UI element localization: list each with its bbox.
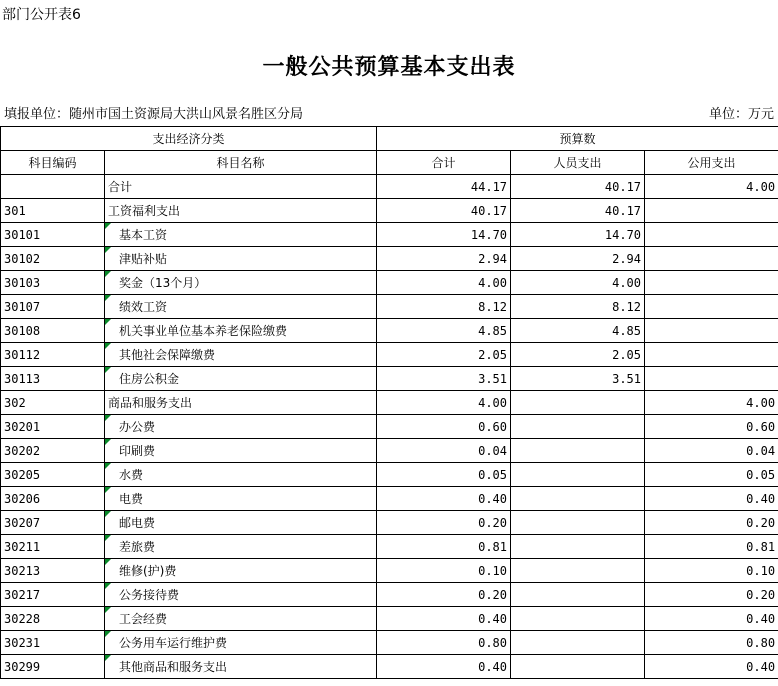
row-public [645, 559, 778, 583]
comment-marker-icon [105, 295, 111, 301]
comment-marker-icon [105, 511, 111, 517]
row-code [1, 319, 105, 343]
row-total-text: 3.51 [478, 371, 508, 386]
row-total [377, 295, 511, 319]
row-name-text: 津贴补贴 [119, 252, 168, 266]
row-total-text: 4.85 [478, 323, 508, 338]
row-name [105, 199, 377, 223]
row-personnel-text: 40.17 [604, 203, 642, 218]
comment-marker-icon [105, 271, 111, 277]
row-public-text: 0.40 [746, 659, 776, 674]
row-public [645, 367, 778, 391]
row-name-text: 商品和服务支出 [108, 396, 193, 410]
header-group-row [1, 127, 778, 151]
row-public [645, 295, 778, 319]
table-row [1, 439, 778, 463]
table-row [1, 535, 778, 559]
row-total-text: 4.00 [478, 275, 508, 290]
table-row [1, 343, 778, 367]
row-public [645, 535, 778, 559]
row-total [377, 487, 511, 511]
row-code-text: 30107 [4, 299, 41, 314]
row-code [1, 247, 105, 271]
row-total [377, 463, 511, 487]
row-total [377, 511, 511, 535]
header-name: 科目名称 [105, 151, 377, 175]
row-name-text: 印刷费 [119, 444, 156, 458]
row-code-text: 30103 [4, 275, 41, 290]
row-personnel [511, 535, 645, 559]
row-total [377, 223, 511, 247]
row-public [645, 583, 778, 607]
row-public-text: 0.40 [746, 491, 776, 506]
comment-marker-icon [105, 583, 111, 589]
table-row [1, 319, 778, 343]
header-economic-classification: 支出经济分类 [1, 127, 377, 151]
table-row [1, 391, 778, 415]
row-personnel [511, 343, 645, 367]
row-code [1, 535, 105, 559]
row-name-text: 住房公积金 [119, 372, 180, 386]
table-row [1, 583, 778, 607]
row-name-text: 奖金（13个月） [119, 276, 207, 290]
row-total-text: 0.40 [478, 491, 508, 506]
row-public-text: 0.80 [746, 635, 776, 650]
row-personnel [511, 391, 645, 415]
budget-table [0, 126, 778, 679]
row-total-text: 2.05 [478, 347, 508, 362]
row-personnel [511, 175, 645, 199]
row-total-text: 0.40 [478, 659, 508, 674]
comment-marker-icon [105, 631, 111, 637]
filler-unit: 填报单位：随州市国土资源局大洪山风景名胜区分局 [4, 107, 304, 122]
header-public: 公用支出 [645, 151, 778, 175]
header-personnel: 人员支出 [511, 151, 645, 175]
table-row [1, 271, 778, 295]
row-code-text: 30112 [4, 347, 41, 362]
row-personnel [511, 295, 645, 319]
row-total-text: 40.17 [470, 203, 508, 218]
row-public-text: 0.81 [746, 539, 776, 554]
table-row [1, 559, 778, 583]
row-name-text: 办公费 [119, 420, 156, 434]
row-public [645, 271, 778, 295]
comment-marker-icon [105, 319, 111, 325]
row-total [377, 199, 511, 223]
header-total: 合计 [377, 151, 511, 175]
row-name [105, 319, 377, 343]
row-code-text: 301 [4, 203, 26, 218]
row-total-text: 0.40 [478, 611, 508, 626]
row-code-text: 30108 [4, 323, 41, 338]
row-code [1, 175, 105, 199]
row-code [1, 487, 105, 511]
table-row [1, 175, 778, 199]
comment-marker-icon [105, 415, 111, 421]
row-personnel [511, 199, 645, 223]
header-budget-amount: 预算数 [377, 127, 778, 151]
row-personnel-text: 40.17 [604, 179, 642, 194]
row-total-text: 8.12 [478, 299, 508, 314]
header-column-row [1, 151, 778, 175]
row-name [105, 271, 377, 295]
row-total [377, 607, 511, 631]
row-total-text: 0.60 [478, 419, 508, 434]
row-code-text: 302 [4, 395, 26, 410]
row-public-text: 0.40 [746, 611, 776, 626]
row-code [1, 391, 105, 415]
row-total-text: 4.00 [478, 395, 508, 410]
row-public [645, 415, 778, 439]
row-total [377, 559, 511, 583]
page-title: 一般公共预算基本支出表 [262, 55, 516, 80]
row-name [105, 487, 377, 511]
row-code [1, 631, 105, 655]
row-code [1, 463, 105, 487]
row-name [105, 343, 377, 367]
table-row [1, 463, 778, 487]
row-name [105, 655, 377, 679]
row-name [105, 607, 377, 631]
row-public [645, 319, 778, 343]
row-personnel [511, 367, 645, 391]
row-personnel [511, 247, 645, 271]
row-name-text: 机关事业单位基本养老保险缴费 [119, 324, 288, 338]
row-name [105, 583, 377, 607]
row-name-text: 差旅费 [119, 540, 156, 554]
row-code [1, 559, 105, 583]
row-public [645, 199, 778, 223]
comment-marker-icon [105, 655, 111, 661]
row-name [105, 511, 377, 535]
row-personnel-text: 8.12 [612, 299, 642, 314]
row-total [377, 439, 511, 463]
row-total [377, 343, 511, 367]
row-public [645, 247, 778, 271]
row-name [105, 535, 377, 559]
row-personnel [511, 487, 645, 511]
row-code [1, 511, 105, 535]
table-row [1, 655, 778, 679]
table-row [1, 607, 778, 631]
row-total-text: 14.70 [470, 227, 508, 242]
row-public-text: 0.05 [746, 467, 776, 482]
row-name [105, 295, 377, 319]
row-name-text: 基本工资 [119, 228, 168, 242]
comment-marker-icon [105, 223, 111, 229]
row-public [645, 631, 778, 655]
row-personnel [511, 415, 645, 439]
row-name-text: 邮电费 [119, 516, 156, 530]
comment-marker-icon [105, 439, 111, 445]
comment-marker-icon [105, 487, 111, 493]
row-total [377, 367, 511, 391]
comment-marker-icon [105, 463, 111, 469]
row-personnel [511, 319, 645, 343]
comment-marker-icon [105, 343, 111, 349]
row-personnel-text: 2.05 [612, 347, 642, 362]
row-public [645, 223, 778, 247]
row-public [645, 607, 778, 631]
row-name-text: 电费 [119, 492, 144, 506]
table-row [1, 631, 778, 655]
row-public-text: 0.04 [746, 443, 776, 458]
row-total-text: 0.20 [478, 515, 508, 530]
row-code-text: 30228 [4, 611, 41, 626]
row-public-text: 4.00 [746, 179, 776, 194]
table-body [1, 175, 778, 679]
row-personnel [511, 463, 645, 487]
row-public-text: 0.10 [746, 563, 776, 578]
table-row [1, 223, 778, 247]
row-name-text: 其他商品和服务支出 [119, 660, 228, 674]
table-row [1, 415, 778, 439]
row-code-text: 30217 [4, 587, 41, 602]
row-personnel [511, 583, 645, 607]
row-total-text: 44.17 [470, 179, 508, 194]
comment-marker-icon [105, 367, 111, 373]
row-total-text: 0.20 [478, 587, 508, 602]
row-total-text: 0.10 [478, 563, 508, 578]
row-code-text: 30102 [4, 251, 41, 266]
row-name [105, 247, 377, 271]
row-public [645, 487, 778, 511]
row-name [105, 223, 377, 247]
row-code [1, 367, 105, 391]
row-total [377, 655, 511, 679]
row-name [105, 463, 377, 487]
row-name-text: 维修(护)费 [119, 564, 177, 578]
row-total [377, 583, 511, 607]
row-name-text: 公务接待费 [119, 588, 180, 602]
row-code-text: 30113 [4, 371, 41, 386]
row-public-text: 0.60 [746, 419, 776, 434]
row-public [645, 463, 778, 487]
row-code [1, 223, 105, 247]
row-code [1, 343, 105, 367]
row-personnel [511, 655, 645, 679]
row-total-text: 0.05 [478, 467, 508, 482]
row-personnel [511, 439, 645, 463]
row-personnel-text: 3.51 [612, 371, 642, 386]
row-public [645, 343, 778, 367]
row-code [1, 655, 105, 679]
comment-marker-icon [105, 535, 111, 541]
row-code-text: 30213 [4, 563, 41, 578]
row-code-text: 30231 [4, 635, 41, 650]
row-public [645, 175, 778, 199]
row-total [377, 631, 511, 655]
row-code-text: 30207 [4, 515, 41, 530]
row-name-text: 绩效工资 [119, 300, 168, 314]
row-name [105, 367, 377, 391]
row-name-text: 工资福利支出 [108, 204, 181, 218]
row-name-text: 工会经费 [119, 612, 168, 626]
row-code-text: 30206 [4, 491, 41, 506]
row-code [1, 199, 105, 223]
row-code [1, 415, 105, 439]
table-row [1, 247, 778, 271]
row-code-text: 30211 [4, 539, 41, 554]
row-name-text: 水费 [119, 468, 144, 482]
row-total [377, 271, 511, 295]
row-code-text: 30205 [4, 467, 41, 482]
row-code [1, 607, 105, 631]
row-total-text: 2.94 [478, 251, 508, 266]
row-code [1, 271, 105, 295]
row-public [645, 439, 778, 463]
comment-marker-icon [105, 559, 111, 565]
row-total [377, 391, 511, 415]
row-code-text: 30202 [4, 443, 41, 458]
row-public [645, 511, 778, 535]
row-total [377, 535, 511, 559]
row-name-text: 公务用车运行维护费 [119, 636, 228, 650]
header-code: 科目编码 [1, 151, 105, 175]
comment-marker-icon [105, 247, 111, 253]
table-row [1, 487, 778, 511]
row-personnel [511, 223, 645, 247]
row-code [1, 439, 105, 463]
row-code-text: 30299 [4, 659, 41, 674]
row-name [105, 631, 377, 655]
table-row [1, 511, 778, 535]
row-code [1, 295, 105, 319]
row-personnel-text: 2.94 [612, 251, 642, 266]
row-total-text: 0.80 [478, 635, 508, 650]
row-name-text: 合计 [108, 180, 133, 194]
row-public-text: 0.20 [746, 515, 776, 530]
row-public-text: 0.20 [746, 587, 776, 602]
row-total-text: 0.04 [478, 443, 508, 458]
row-total [377, 415, 511, 439]
row-personnel [511, 271, 645, 295]
row-name [105, 559, 377, 583]
table-row [1, 199, 778, 223]
table-row [1, 295, 778, 319]
row-public [645, 391, 778, 415]
row-total [377, 319, 511, 343]
row-total [377, 175, 511, 199]
row-total [377, 247, 511, 271]
row-code [1, 583, 105, 607]
page-tag: 部门公开表6 [2, 7, 81, 23]
row-personnel [511, 631, 645, 655]
row-public-text: 4.00 [746, 395, 776, 410]
table-row [1, 367, 778, 391]
row-name [105, 439, 377, 463]
row-personnel-text: 14.70 [604, 227, 642, 242]
row-name [105, 391, 377, 415]
row-name [105, 175, 377, 199]
money-unit: 单位：万元 [708, 107, 774, 122]
row-total-text: 0.81 [478, 539, 508, 554]
row-personnel [511, 511, 645, 535]
row-personnel [511, 607, 645, 631]
row-personnel [511, 559, 645, 583]
row-code-text: 30101 [4, 227, 41, 242]
row-public [645, 655, 778, 679]
row-name-text: 其他社会保障缴费 [119, 348, 216, 362]
row-code-text: 30201 [4, 419, 41, 434]
row-personnel-text: 4.00 [612, 275, 642, 290]
row-personnel-text: 4.85 [612, 323, 642, 338]
row-name [105, 415, 377, 439]
comment-marker-icon [105, 607, 111, 613]
